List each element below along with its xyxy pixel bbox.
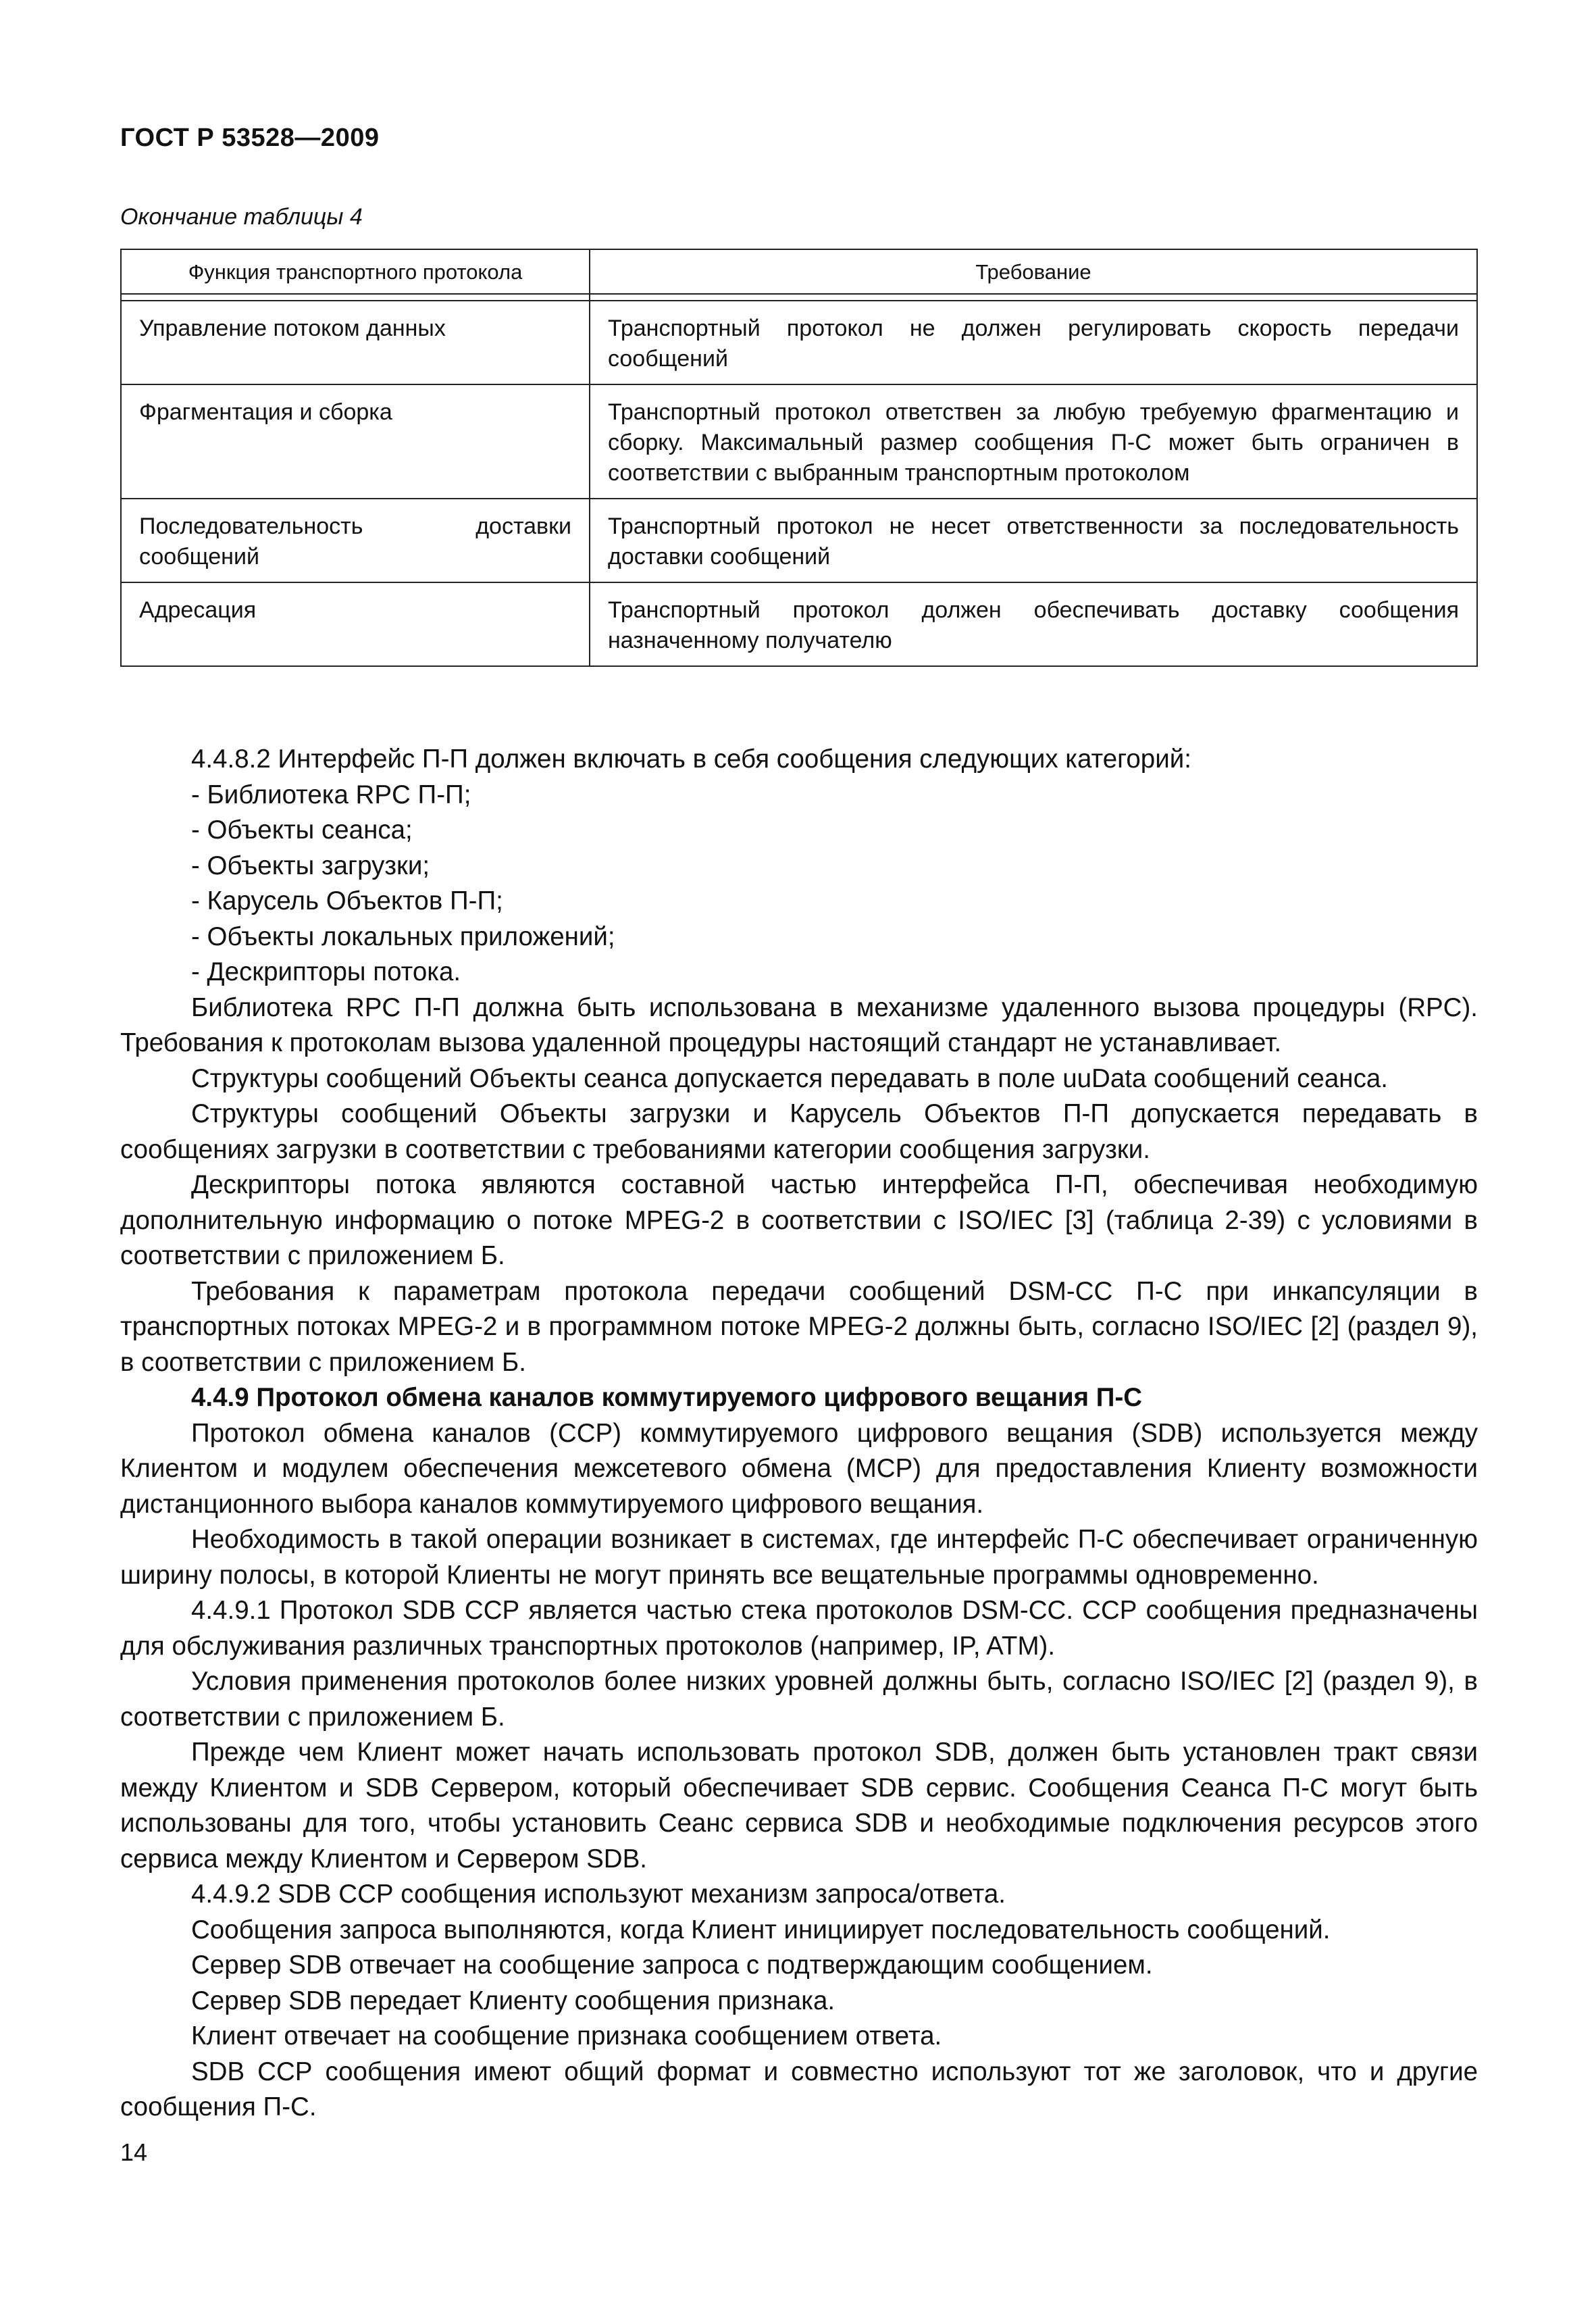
table-row — [121, 582, 1477, 666]
list-item: - Объекты загрузки; — [191, 851, 430, 880]
list-item: - Объекты сеанса; — [191, 815, 413, 845]
table-row — [121, 499, 1477, 582]
paragraph: Библиотека RPC П-П должна быть использована в механизме удаленного вызова процедуры (RPC). Требования к протоколам вызова удаленной процедуры настоящий стандарт не устанавливает. — [120, 992, 1478, 1057]
paragraph: Сообщения запроса выполняются, когда Клиент инициирует последовательность сообщений. — [191, 1915, 1331, 1944]
paragraph: SDB ССР сообщения имеют общий формат и совместно используют тот же заголовок, что и другие сообщения П-С. — [120, 2057, 1478, 2121]
header-separator — [121, 294, 1477, 301]
cell-requirement: Транспортный протокол должен обеспечивать доставку сообщения назначенному получателю — [590, 582, 1477, 666]
paragraph: Дескрипторы потока являются составной частью интерфейса П-П, обеспечивая необходимую дополнительную информацию о потоке MPEG-2 в соответствии с ISO/IEC [3] (таблица 2-39) с условиями в соответствии с приложением Б. — [120, 1170, 1478, 1270]
cell-function: Последовательность доставки сообщений — [121, 499, 590, 582]
paragraph: Условия применения протоколов более низких уровней должны быть, согласно ISO/IEC [2] (раздел 9), в соответствии с приложением Б. — [120, 1667, 1478, 1732]
cell-requirement: Транспортный протокол не должен регулировать скорость передачи сообщений — [590, 301, 1477, 384]
paragraph: Клиент отвечает на сообщение признака сообщением ответа. — [191, 2021, 942, 2051]
cell-function: Адресация — [121, 582, 590, 666]
column-header-requirement: Требование — [590, 249, 1477, 294]
paragraph: Прежде чем Клиент может начать использовать протокол SDB, должен быть установлен тракт связи между Клиентом и SDB Сервером, который обеспечивает SDB сервис. Сообщения Сеанса П-С могут быть использованы для того, чтобы установить Сеанс сервиса SDB и необходимые подключения ресурсов этого сервиса между Клиентом и Сервером SDB. — [120, 1738, 1478, 1873]
paragraph: Структуры сообщений Объекты загрузки и Карусель Объектов П-П допускается передавать в сообщениях загрузки в соответствии с требованиями категории сообщения загрузки. — [120, 1099, 1478, 1164]
page-number: 14 — [120, 2138, 148, 2166]
paragraph: Протокол обмена каналов (ССР) коммутируемого цифрового вещания (SDB) используется между Клиентом и модулем обеспечения межсетевого обмена (МСР) для предоставления Клиенту возможности дистанционного выбора каналов коммутируемого цифрового вещания. — [120, 1418, 1478, 1519]
table-row — [121, 384, 1477, 499]
table-caption: Окончание таблицы 4 — [120, 204, 363, 230]
table-row — [121, 301, 1477, 384]
paragraph: Требования к параметрам протокола передачи сообщений DSM-CC П-С при инкапсуляции в транспортных потоках MPEG-2 и в программном потоке MPEG-2 должны быть, согласно ISO/IEC [2] (раздел 9), в соответствии с приложением Б. — [120, 1276, 1478, 1377]
list-item: - Карусель Объектов П-П; — [191, 886, 503, 915]
cell-requirement: Транспортный протокол ответствен за любую требуемую фрагментацию и сборку. Максимальный размер сообщения П-С может быть ограничен в соответствии с выбранным транспортным протоколом — [590, 384, 1477, 499]
list-item: - Библиотека RPC П-П; — [191, 780, 471, 809]
body-text — [120, 742, 1478, 2126]
paragraph: 4.4.8.2 Интерфейс П-П должен включать в себя сообщения следующих категорий: — [191, 745, 1191, 774]
requirements-table — [120, 249, 1478, 667]
document-header: ГОСТ Р 53528—2009 — [120, 124, 380, 152]
section-heading: 4.4.9 Протокол обмена каналов коммутируемого цифрового вещания П-С — [191, 1383, 1143, 1412]
list-item: - Дескрипторы потока. — [191, 957, 461, 986]
paragraph: Сервер SDB передает Клиенту сообщения признака. — [191, 1986, 835, 2015]
list-item: - Объекты локальных приложений; — [191, 922, 615, 951]
paragraph: Сервер SDB отвечает на сообщение запроса с подтверждающим сообщением. — [191, 1951, 1153, 1980]
paragraph: 4.4.9.2 SDB ССР сообщения используют механизм запроса/ответа. — [191, 1880, 1006, 1909]
paragraph: Необходимость в такой операции возникает в системах, где интерфейс П-С обеспечивает ограниченную ширину полосы, в которой Клиенты не могут принять все вещательные программы одновременно. — [120, 1525, 1478, 1590]
cell-requirement: Транспортный протокол не несет ответственности за последовательность доставки сообщений — [590, 499, 1477, 582]
paragraph: 4.4.9.1 Протокол SDB ССР является частью стека протоколов DSM-CC. ССР сообщения предназначены для обслуживания различных транспортных протоколов (например, IP, ATM). — [120, 1596, 1478, 1661]
table-header-row — [121, 249, 1477, 294]
paragraph: Структуры сообщений Объекты сеанса допускается передавать в поле uuData сообщений сеанса. — [191, 1063, 1388, 1093]
cell-function: Фрагментация и сборка — [121, 384, 590, 499]
column-header-function: Функция транспортного протокола — [121, 249, 590, 294]
cell-function: Управление потоком данных — [121, 301, 590, 384]
